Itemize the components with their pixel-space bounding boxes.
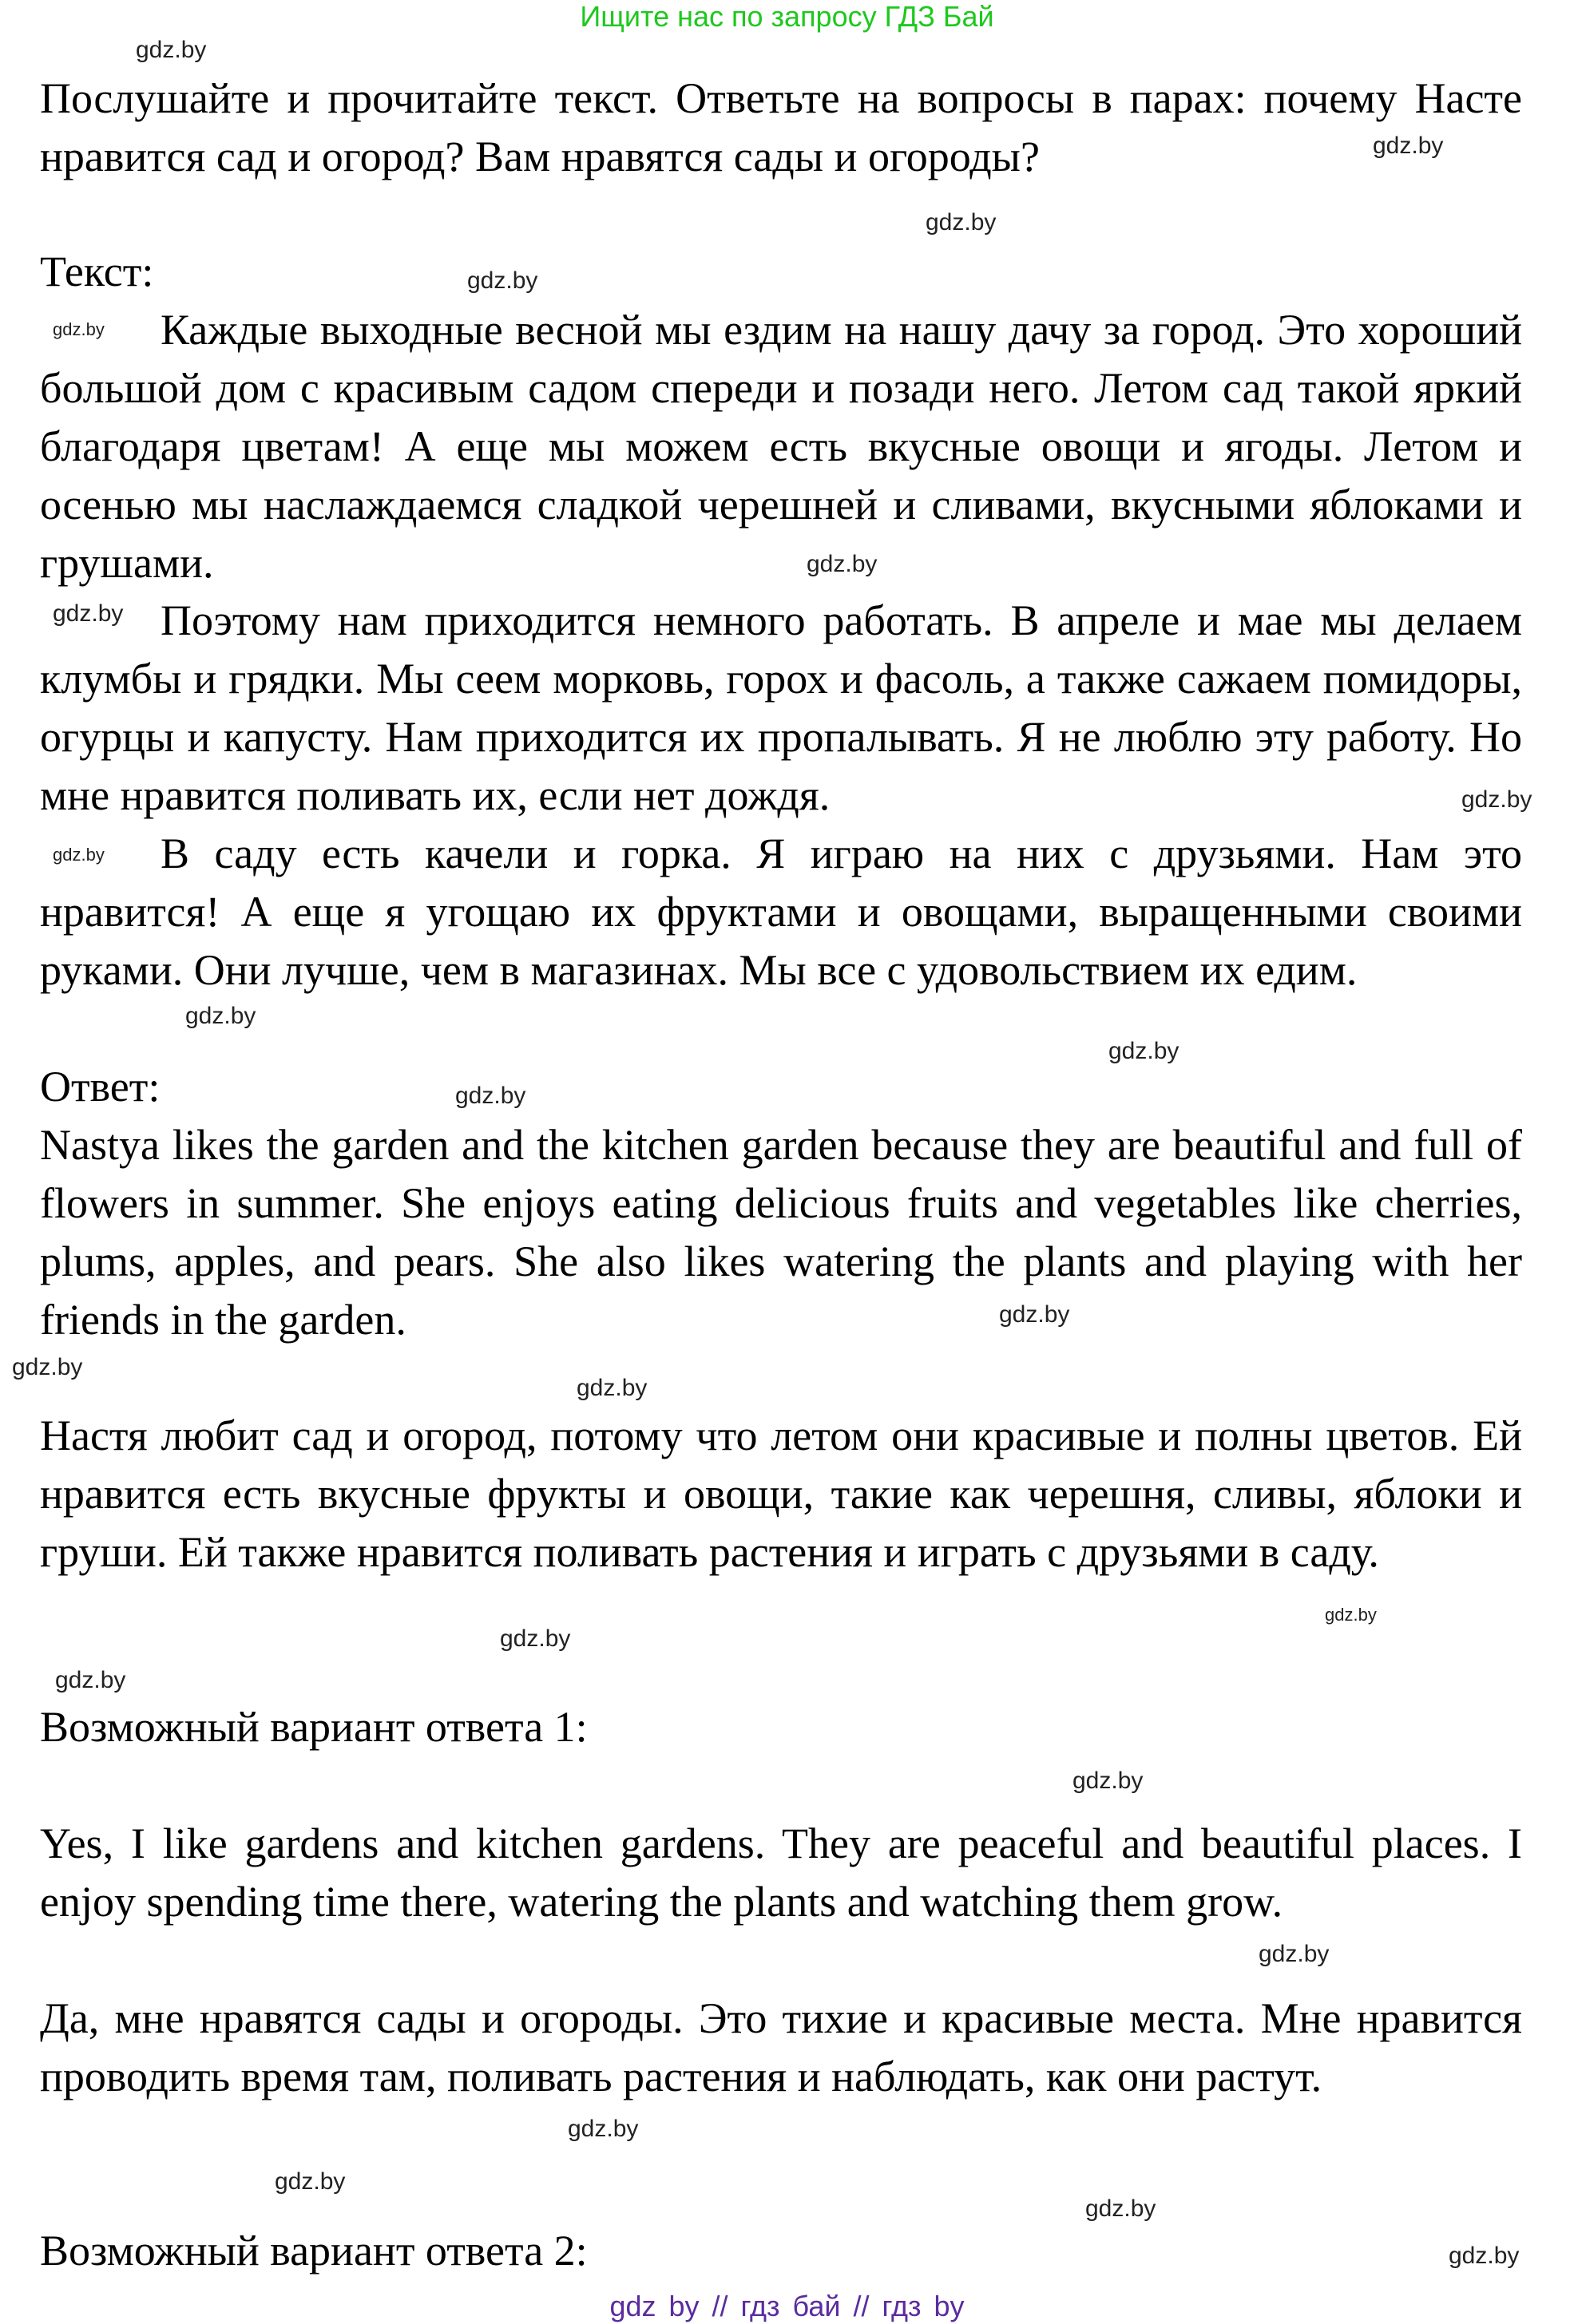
watermark: gdz.by [926, 209, 997, 236]
search-banner: Ищите нас по запросу ГДЗ Бай [580, 0, 994, 33]
watermark: gdz.by [12, 1354, 83, 1380]
watermark: gdz.by [568, 2116, 639, 2142]
watermark: gdz.by [1085, 2195, 1156, 2222]
watermark: gdz.by [1072, 1768, 1144, 1794]
watermark: gdz.by [999, 1301, 1070, 1328]
variant-1-russian: Да, мне нравятся сады и огороды. Это тихие и красивые места. Мне нравится проводить время там, поливать растения и наблюдать, как они растут. [40, 1994, 1522, 2100]
watermark: gdz.by [53, 845, 105, 865]
watermark: gdz.by [1461, 786, 1532, 813]
watermark: gdz.by [455, 1083, 526, 1109]
watermark: gdz.by [807, 551, 878, 577]
task-text: Послушайте и прочитайте текст. Ответьте на вопросы в парах: почему Насте нравится сад и огород? Вам нравятся сады и огороды? [40, 74, 1522, 180]
watermark: gdz.by [55, 1667, 126, 1693]
text-paragraph-1: Каждые выходные весной мы ездим на нашу дачу за город. Это хороший большой дом с красивым садом спереди и позади него. Летом сад такой яркий благодаря цветам! А еще мы можем есть вкусные овощи и ягоды. Летом и осенью мы наслаждаемся сладкой черешней и сливами, вкусными яблоками и грушами. [40, 306, 1522, 587]
variant-2-label: Возможный вариант ответа 2: [40, 2227, 588, 2275]
text-label: Текст: [40, 247, 154, 295]
footer-links: gdz by // гдз бай // гдз by [609, 2290, 965, 2322]
watermark: gdz.by [53, 600, 124, 627]
text-paragraph-3: В саду есть качели и горка. Я играю на них с друзьями. Нам это нравится! А еще я угощаю их фруктами и овощами, выращенными своими руками. Они лучше, чем в магазинах. Мы все с удовольствием их едим. [40, 829, 1522, 994]
variant-1-english: Yes, I like gardens and kitchen gardens. They are peaceful and beautiful places. I enjoy spending time there, watering the plants and watching them grow. [40, 1819, 1522, 1926]
watermark: gdz.by [577, 1375, 648, 1401]
text-paragraph-2: Поэтому нам приходится немного работать. В апреле и мае мы делаем клумбы и грядки. Мы сеем морковь, горох и фасоль, а также сажаем помидоры, огурцы и капусту. Нам приходится их пропалывать. Я не люблю эту работу. Но мне нравится поливать их, если нет дождя. [40, 596, 1522, 819]
answer-label: Ответ: [40, 1063, 161, 1111]
watermark: gdz.by [1373, 133, 1444, 159]
answer-english: Nastya likes the garden and the kitchen garden because they are beautiful and full of flowers in summer. She enjoys eating delicious fruits and vegetables like cherries, plums, apples, and pears. She also likes watering the plants and playing with her friends in the garden. [40, 1121, 1522, 1344]
watermark: gdz.by [500, 1625, 571, 1652]
variant-1-label: Возможный вариант ответа 1: [40, 1703, 588, 1751]
watermark: gdz.by [136, 37, 207, 63]
watermark: gdz.by [1325, 1605, 1377, 1625]
answer-russian: Настя любит сад и огород, потому что летом они красивые и полны цветов. Ей нравится есть вкусные фрукты и овощи, такие как черешня, сливы, яблоки и груши. Ей также нравится поливать растения и играть с друзьями в саду. [40, 1411, 1522, 1576]
watermark: gdz.by [467, 267, 538, 294]
watermark: gdz.by [53, 319, 105, 339]
watermark: gdz.by [185, 1003, 256, 1029]
watermark: gdz.by [275, 2168, 346, 2195]
watermark: gdz.by [1449, 2243, 1520, 2269]
watermark: gdz.by [1259, 1941, 1330, 1967]
watermark: gdz.by [1108, 1038, 1180, 1064]
